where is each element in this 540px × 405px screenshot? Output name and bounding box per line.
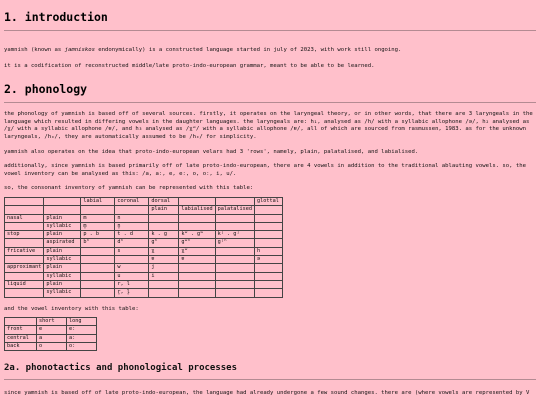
table-cell: χʷ [179,247,215,255]
table-cell [149,214,179,222]
intro-text-b: endonymically) is a constructed language started in july of 2023, with work still ongoing. [94,47,402,53]
table-cell [81,264,115,272]
table-cell: palatalised [215,206,254,214]
table-cell: m̥ [81,222,115,230]
table-cell: n [115,214,149,222]
table-cell [215,247,254,255]
table-cell [215,280,254,288]
phonology-paragraph-1: the phonology of yamnish is based off of several sources. firstly, it operates on the laryngeal theory, or in other words, that there are 3 laryngeals in the language which resulted in differing vowels in the daughter languages. the laryngeals are: h₁, analysed as /h/ with a syllabic allophone /ə/, h₂ analysed as /χ/ with a syllabic allophone /ɐ/, and h₃ analysed as /χʷ/ with a syllabic allophone /ɐ/, all of which are sourced from rasmussen, 1983. as for the unknown laryngeals, /hₓ/, they are automatically assumed to be /hₓ/ for simplicity. [4,111,533,140]
table-row [5,214,283,222]
table-cell: back [5,342,37,350]
divider [4,30,536,31]
table-cell [5,206,44,214]
intro-paragraph-1 [4,47,536,55]
table-row [5,222,283,230]
table-cell [179,280,215,288]
section-title-phonology: 2. phonology [4,82,88,97]
table-cell: plain [44,264,81,272]
table-row [5,231,283,239]
table-cell [215,197,254,205]
table-cell [179,289,215,297]
table-cell [179,264,215,272]
table-cell [254,289,282,297]
table-cell: n̥ [115,222,149,230]
table-row [5,256,283,264]
table-cell: aspirated [44,239,81,247]
table-cell: aː [67,334,97,342]
table-cell: fricative [5,247,44,255]
phonology-paragraph-5: and the vowel inventory with this table: [4,305,139,312]
phonotactics-paragraph-1: since yamnish is based off of late proto-indo-european, the language had already undergone a few sound changes. there are (where vowels are represented by V [4,390,530,397]
table-cell: labial [81,197,115,205]
table-cell: m [81,214,115,222]
table-cell [179,214,215,222]
table-cell: ə [254,256,282,264]
table-cell: eː [67,326,97,334]
table-cell: p . b [81,231,115,239]
table-cell [254,280,282,288]
table-cell [179,197,215,205]
table-cell: glottal [254,197,282,205]
table-cell [81,289,115,297]
table-row [5,264,283,272]
table-row [5,247,283,255]
table-cell [5,289,44,297]
table-cell: bʰ [81,239,115,247]
table-row [5,206,283,214]
table-cell: i [149,272,179,280]
table-cell: s [115,247,149,255]
table-row [5,272,283,280]
phonology-paragraph-4: so, the consonant inventory of yamnish can be represented with this table: [4,185,254,192]
table-cell [44,206,81,214]
table-cell: gʷʰ [179,239,215,247]
table-cell: ɐ [149,256,179,264]
section-title-introduction: 1. introduction [4,10,108,24]
table-cell: k . g [149,231,179,239]
table-cell [215,264,254,272]
table-cell [215,256,254,264]
table-cell [81,256,115,264]
table-cell: kʷ . gʷ [179,231,215,239]
table-row [5,318,97,326]
table-cell [5,256,44,264]
table-cell: short [37,318,67,326]
table-row [5,342,97,350]
table-cell [81,247,115,255]
table-cell [81,206,115,214]
table-cell [215,222,254,230]
table-cell: syllabic [44,256,81,264]
table-cell: t . d [115,231,149,239]
table-cell [81,272,115,280]
table-cell: ɐ [179,256,215,264]
table-cell [149,280,179,288]
table-cell: labialised [179,206,215,214]
consonant-table [4,197,283,298]
table-cell: dorsal [149,197,179,205]
table-cell [254,206,282,214]
table-cell: w [115,264,149,272]
table-cell: kʲ . gʲ [215,231,254,239]
table-row [5,326,97,334]
table-cell: χ [149,247,179,255]
table-cell [5,272,44,280]
table-cell [254,264,282,272]
vowel-table [4,317,97,351]
intro-text-a: yamnish (known as [4,47,65,53]
table-cell [115,206,149,214]
table-cell [179,222,215,230]
table-cell [149,289,179,297]
table-cell: u [115,272,149,280]
table-cell [254,214,282,222]
table-cell [5,197,44,205]
table-cell: o [37,342,67,350]
table-cell [179,272,215,280]
phonology-paragraph-2: yamnish also operates on the idea that proto-indo-european velars had 3 'rows', namely, plain, palatalised, and labialised. [4,148,419,155]
table-cell [149,222,179,230]
table-cell: j [149,264,179,272]
table-cell: liquid [5,280,44,288]
table-cell: e [37,326,67,334]
table-cell [115,256,149,264]
table-cell [5,239,44,247]
table-cell: nasal [5,214,44,222]
endonym-text: jamniskos [64,47,95,53]
table-cell: long [67,318,97,326]
table-row [5,197,283,205]
table-cell [215,272,254,280]
table-cell: coronal [115,197,149,205]
table-cell: h [254,247,282,255]
table-cell [215,289,254,297]
table-cell: approximant [5,264,44,272]
divider [4,102,536,103]
table-row [5,334,97,342]
table-cell: front [5,326,37,334]
table-cell: oː [67,342,97,350]
table-row [5,239,283,247]
table-cell: a [37,334,67,342]
table-cell [81,280,115,288]
table-cell: syllabic [44,222,81,230]
intro-paragraph-2: it is a codification of reconstructed middle/late proto-indo-european grammar, meant to be able to be learned. [4,62,375,69]
table-cell: stop [5,231,44,239]
table-row [5,289,283,297]
table-cell [254,222,282,230]
table-row [5,280,283,288]
phonology-paragraph-3: additionally, since yamnish is based primarily off of late proto-indo-european, there are 4 vowels in addition to the traditional ablauting vowels. so, the vowel inventory can be analysed as this: /a, aː, e, eː, o, oː, i, u/. [4,163,526,177]
table-cell: plain [44,247,81,255]
table-cell: plain [44,280,81,288]
table-cell: central [5,334,37,342]
table-cell: plain [44,231,81,239]
table-cell [44,197,81,205]
table-cell: syllabic [44,272,81,280]
table-cell [254,231,282,239]
table-cell: gʲʰ [215,239,254,247]
table-cell: dʰ [115,239,149,247]
table-cell: r̥, l̥ [115,289,149,297]
table-cell: r, l [115,280,149,288]
table-cell [254,272,282,280]
table-cell [215,214,254,222]
table-cell: plain [149,206,179,214]
table-cell: syllabic [44,289,81,297]
table-cell [254,239,282,247]
table-cell: plain [44,214,81,222]
subsection-title-phonotactics: 2a. phonotactics and phonological processes [4,363,237,374]
table-cell [5,222,44,230]
table-cell: gʰ [149,239,179,247]
table-cell [5,318,37,326]
divider [4,379,536,380]
